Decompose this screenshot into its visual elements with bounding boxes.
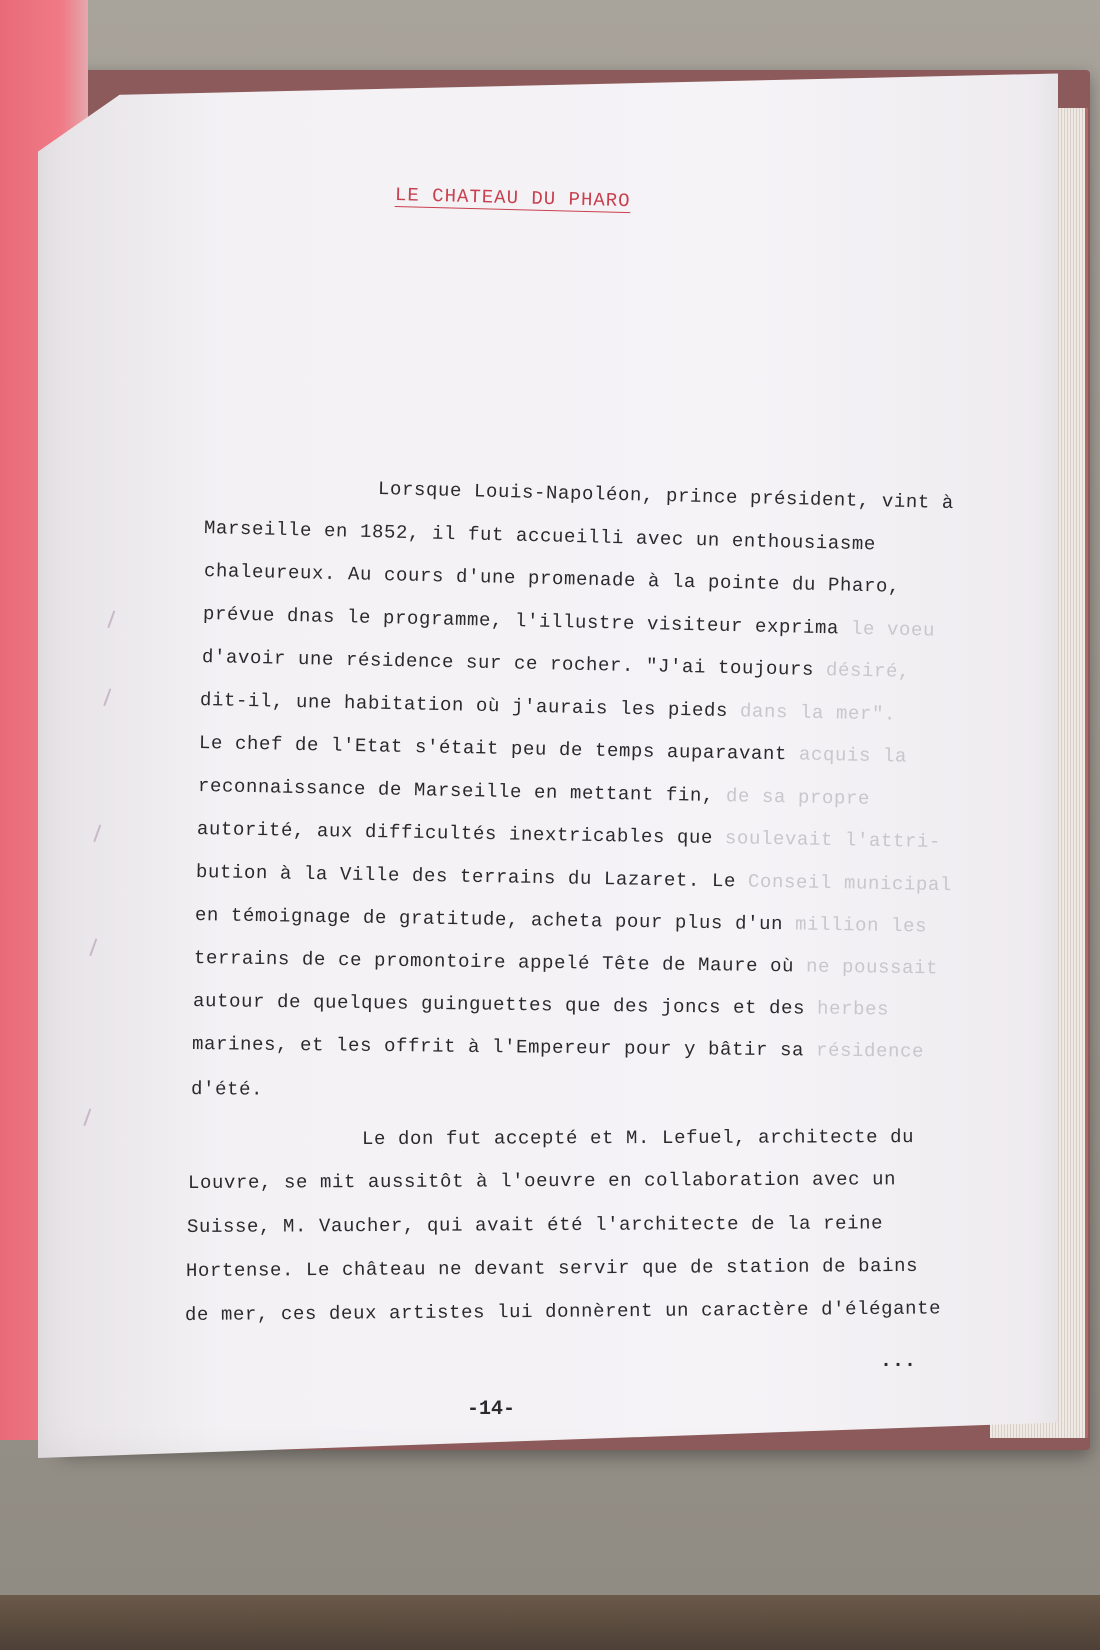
text-line-faded: de sa propre bbox=[713, 784, 871, 810]
text-line-main: Suisse, M. Vaucher, qui avait été l'architecte de la reine bbox=[186, 1212, 884, 1238]
text-line-main: Le chef de l'Etat s'était peu de temps auparavant bbox=[198, 732, 788, 766]
table-edge bbox=[0, 1595, 1100, 1650]
page-title: LE CHATEAU DU PHARO bbox=[394, 184, 631, 213]
text-line-main: Louvre, se mit aussitôt à l'oeuvre en collaboration avec un bbox=[187, 1168, 897, 1194]
continuation-mark: ... bbox=[880, 1350, 917, 1373]
text-line-main: prévue dnas le programme, l'illustre visiteur exprima bbox=[202, 603, 840, 640]
text-line bbox=[187, 1212, 883, 1238]
text-line bbox=[191, 1078, 263, 1101]
text-line-faded: dans la mer". bbox=[727, 700, 897, 726]
text-line bbox=[362, 1126, 914, 1150]
text-line-faded: désiré, bbox=[813, 658, 911, 683]
text-line-main: marines, et les offrit à l'Empereur pour y bâtir sa bbox=[191, 1033, 805, 1062]
text-line-main: chaleureux. Au cours d'une promenade à la pointe du Pharo, bbox=[203, 560, 901, 598]
text-line-main: bution à la Ville des terrains du Lazaret. Le bbox=[195, 861, 737, 893]
text-line-main: terrains de ce promontoire appelé Tête de Maure où bbox=[193, 947, 795, 978]
text-line-faded: ne poussait bbox=[793, 955, 939, 980]
text-line-main: de mer, ces deux artistes lui donnèrent un caractère d'élégante bbox=[184, 1297, 942, 1326]
text-line-main: en témoignage de gratitude, acheta pour plus d'un bbox=[194, 904, 784, 936]
text-line-main: d'été. bbox=[190, 1078, 264, 1101]
text-line-main: Hortense. Le château ne devant servir que de station de bains bbox=[185, 1254, 919, 1282]
text-line-faded: acquis la bbox=[786, 743, 908, 768]
text-line-main: Lorsque Louis-Napoléon, prince président, vint à bbox=[377, 478, 955, 515]
text-line-faded: herbes bbox=[804, 997, 890, 1021]
text-line-faded: million les bbox=[782, 913, 928, 938]
text-line-main: reconnaissance de Marseille en mettant fin, bbox=[197, 775, 715, 807]
text-line-main: dit-il, une habitation où j'aurais les pieds bbox=[199, 689, 729, 723]
text-line-faded: Conseil municipal bbox=[735, 870, 953, 897]
text-line-faded: résidence bbox=[803, 1039, 925, 1063]
page-number: -14- bbox=[467, 1398, 516, 1421]
text-line bbox=[188, 1168, 896, 1194]
text-line-main: autour de quelques guinguettes que des joncs et des bbox=[192, 990, 806, 1020]
text-line-main: Le don fut accepté et M. Lefuel, architecte du bbox=[361, 1126, 915, 1150]
text-line-main: Marseille en 1852, il fut accueilli avec un enthousiasme bbox=[203, 517, 877, 556]
text-line-faded: soulevait l'attri- bbox=[712, 827, 942, 853]
text-line-main: autorité, aux difficultés inextricables que bbox=[196, 818, 714, 850]
text-line-faded: le voeu bbox=[838, 617, 936, 642]
text-line-main: d'avoir une résidence sur ce rocher. "J'ai toujours bbox=[201, 646, 815, 681]
